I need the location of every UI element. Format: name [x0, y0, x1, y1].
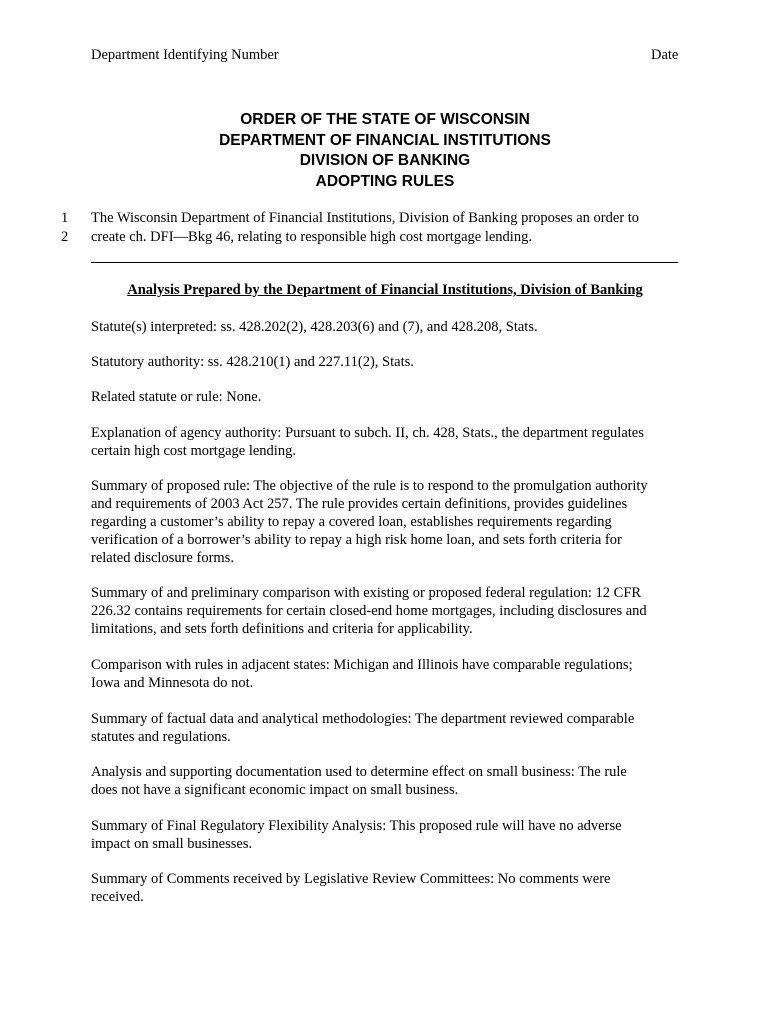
paragraph-line: Summary of Comments received by Legislative Review Committees: No comments were: [91, 871, 611, 887]
paragraph-line: 226.32 contains requirements for certain closed-end home mortgages, including disclosures and: [91, 603, 647, 619]
agency-authority-paragraph: [91, 424, 681, 460]
paragraph-line: Comparison with rules in adjacent states: Michigan and Illinois have comparable regulations;: [91, 657, 633, 673]
department-identifying-number-label: Department Identifying Number: [91, 47, 279, 63]
line-number: 2: [61, 229, 69, 245]
legislative-comments-paragraph: [91, 870, 681, 906]
statutes-interpreted-paragraph: [91, 318, 681, 336]
paragraph-line: Related statute or rule: None.: [91, 389, 262, 405]
paragraph-line: impact on small businesses.: [91, 836, 253, 852]
regulatory-flexibility-paragraph: [91, 817, 681, 853]
date-label: Date: [651, 47, 679, 63]
paragraph-line: Explanation of agency authority: Pursuant to subch. II, ch. 428, Stats., the department regulates: [91, 425, 644, 441]
numbered-line: [0, 228, 770, 247]
paragraph-line: Analysis and supporting documentation used to determine effect on small business: The rule: [91, 764, 627, 780]
line-text: The Wisconsin Department of Financial Institutions, Division of Banking proposes an order to: [91, 210, 640, 226]
title-line: DEPARTMENT OF FINANCIAL INSTITUTIONS: [219, 131, 551, 149]
paragraph-line: Statute(s) interpreted: ss. 428.202(2), 428.203(6) and (7), and 428.208, Stats.: [91, 319, 538, 335]
proposed-rule-summary-paragraph: [91, 477, 681, 567]
numbered-line: [0, 209, 770, 228]
intro-numbered-lines: [0, 209, 770, 247]
line-text: create ch. DFI—Bkg 46, relating to responsible high cost mortgage lending.: [91, 229, 532, 245]
statutory-authority-paragraph: [91, 353, 681, 371]
small-business-analysis-paragraph: [91, 763, 681, 799]
order-title: [91, 110, 679, 192]
paragraph-line: verification of a borrower’s ability to repay a high risk home loan, and sets forth criteria for: [91, 532, 622, 548]
paragraph-line: Summary of Final Regulatory Flexibility Analysis: This proposed rule will have no adverse: [91, 818, 622, 834]
paragraph-line: related disclosure forms.: [91, 550, 234, 566]
title-line: DIVISION OF BANKING: [299, 152, 471, 169]
paragraph-line: and requirements of 2003 Act 257. The rule provides certain definitions, provides guidelines: [91, 496, 628, 512]
federal-comparison-paragraph: [91, 584, 681, 638]
title-line: ORDER OF THE STATE OF WISCONSIN: [240, 111, 530, 128]
paragraph-line: Iowa and Minnesota do not.: [91, 675, 254, 691]
paragraph-line: Summary of factual data and analytical methodologies: The department reviewed comparable: [91, 711, 635, 727]
paragraph-line: does not have a significant economic impact on small business.: [91, 782, 459, 798]
title-line: ADOPTING RULES: [315, 172, 455, 190]
analysis-heading: Analysis Prepared by the Department of Financial Institutions, Division of Banking: [127, 282, 643, 298]
paragraph-line: Summary of and preliminary comparison with existing or proposed federal regulation: 12 CFR: [91, 585, 642, 601]
paragraph-line: regarding a customer’s ability to repay a covered loan, establishes requirements regarding: [91, 514, 612, 530]
paragraph-line: statutes and regulations.: [91, 729, 231, 745]
factual-data-paragraph: [91, 710, 681, 746]
paragraph-line: limitations, and sets forth definitions and criteria for applicability.: [91, 621, 473, 637]
paragraph-line: Statutory authority: ss. 428.210(1) and 227.11(2), Stats.: [91, 354, 414, 370]
paragraph-line: certain high cost mortgage lending.: [91, 443, 296, 459]
paragraph-line: received.: [91, 889, 144, 905]
paragraph-line: Summary of proposed rule: The objective of the rule is to respond to the promulgation authority: [91, 478, 648, 494]
adjacent-states-paragraph: [91, 656, 681, 692]
horizontal-divider: [91, 262, 678, 263]
related-statute-paragraph: [91, 388, 681, 406]
line-number: 1: [61, 210, 69, 226]
